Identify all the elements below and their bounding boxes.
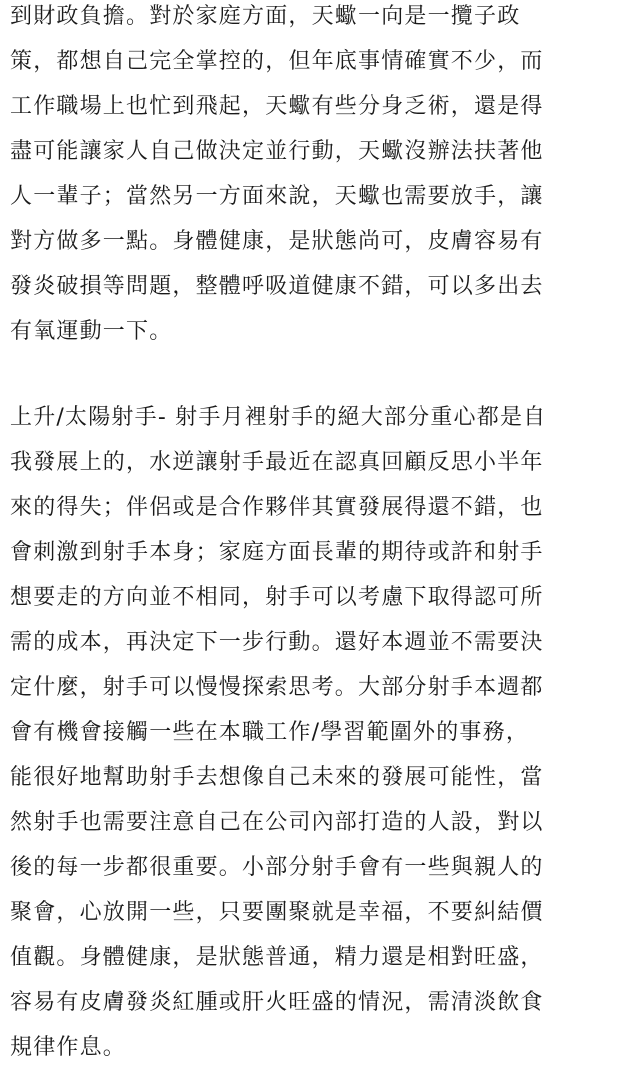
text-line: 定什麼，射手可以慢慢探索思考。大部分射手本週都 [10, 675, 544, 700]
text-line: 會有機會接觸一些在本職工作/學習範圍外的事務， [10, 720, 530, 745]
text-line: 有氧運動一下。 [10, 319, 173, 344]
text-line: 能很好地幫助射手去想像自己未來的發展可能性，當 [10, 765, 544, 790]
text-line: 上升/太陽射手- 射手月裡射手的絕大部分重心都是自 [10, 405, 547, 430]
text-line: 來的得失；伴侶或是合作夥伴其實發展得還不錯，也 [10, 495, 544, 520]
article-body [10, 0, 626, 1070]
text-line: 聚會，心放開一些，只要團聚就是幸福，不要糾結價 [10, 900, 544, 925]
text-line: 需的成本，再決定下一步行動。還好本週並不需要決 [10, 630, 544, 655]
text-line: 值觀。身體健康，是狀態普通，精力還是相對旺盛， [10, 945, 544, 970]
text-line: 規律作息。 [10, 1035, 127, 1060]
text-line: 會刺激到射手本身；家庭方面長輩的期待或許和射手 [10, 540, 544, 565]
text-line: 後的每一步都很重要。小部分射手會有一些與親人的 [10, 855, 544, 880]
text-line: 容易有皮膚發炎紅腫或肝火旺盛的情況，需清淡飲食 [10, 990, 544, 1015]
text-line: 人一輩子；當然另一方面來說，天蠍也需要放手，讓 [10, 184, 544, 209]
text-line: 發炎破損等問題，整體呼吸道健康不錯，可以多出去 [10, 274, 544, 299]
paragraph-spacer [10, 354, 626, 395]
text-line: 我發展上的，水逆讓射手最近在認真回顧反思小半年 [10, 450, 544, 475]
text-line: 對方做多一點。身體健康，是狀態尚可，皮膚容易有 [10, 229, 544, 254]
text-line: 想要走的方向並不相同，射手可以考慮下取得認可所 [10, 585, 544, 610]
text-line: 然射手也需要注意自己在公司內部打造的人設，對以 [10, 810, 544, 835]
text-line: 盡可能讓家人自己做決定並行動，天蠍沒辦法扶著他 [10, 139, 544, 164]
text-line: 到財政負擔。對於家庭方面，天蠍一向是一攬子政 [10, 4, 521, 29]
text-line: 工作職場上也忙到飛起，天蠍有些分身乏術，還是得 [10, 94, 544, 119]
text-line: 策，都想自己完全掌控的，但年底事情確實不少，而 [10, 49, 544, 74]
paragraph-scorpio [10, 0, 626, 354]
paragraph-sagittarius [10, 395, 626, 1070]
